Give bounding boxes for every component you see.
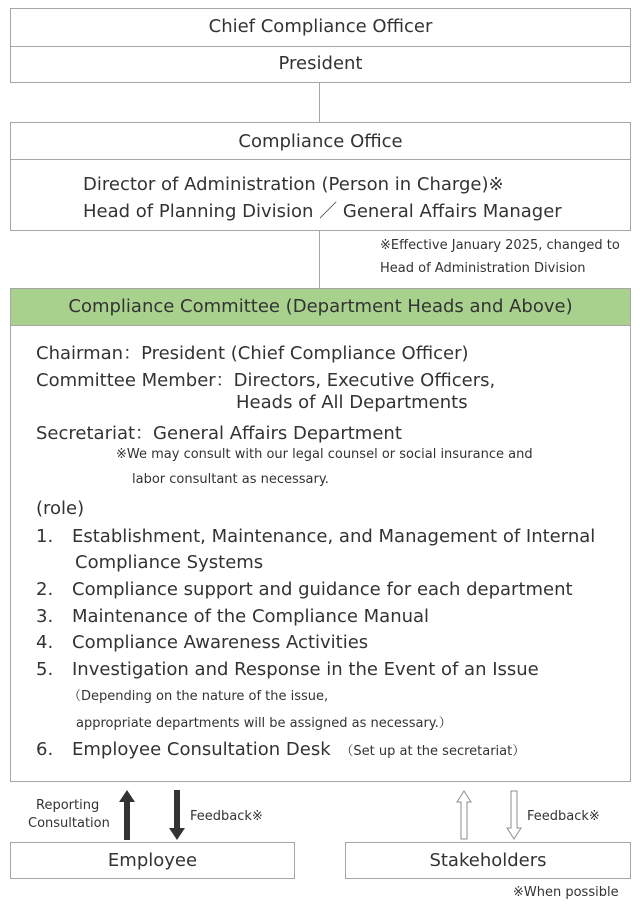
role-number: 5. [36,659,54,680]
stakeholders-label: Stakeholders [429,850,547,871]
up-outline-arrow-icon [455,790,473,840]
secretariat-line: Secretariat：General Affairs Department [36,423,402,444]
consult-note-1: ※We may consult with our legal counsel or social insurance and [116,447,533,462]
role-text: Establishment, Maintenance, and Management of Internal [72,526,596,547]
role-item-3 [36,606,429,627]
feedback-right-label: Feedback※ [527,809,600,824]
role-text: Compliance Awareness Activities [72,632,369,653]
office-divider [11,159,630,160]
connector-top [319,83,320,122]
role-number: 6. [36,739,54,760]
role-item-5 [36,659,539,680]
consult-note-2: labor consultant as necessary. [132,472,329,487]
member-line-1: Committee Member：Directors, Executive Officers, [36,370,496,391]
president-label: President [278,53,363,74]
role-item-1-cont: Compliance Systems [75,552,264,573]
connector-middle [319,231,320,288]
employee-box [10,842,295,879]
reporting-label: Reporting [36,798,100,813]
member-line-2: Heads of All Departments [236,392,468,413]
office-line-2: Head of Planning Division ／ General Affairs Manager [83,201,562,222]
role-5-note-1: （Depending on the nature of the issue, [68,689,329,704]
role-item-1 [36,526,595,547]
employee-label: Employee [107,850,198,871]
up-arrow-icon [118,790,136,840]
when-possible-note: ※When possible [513,885,619,900]
down-outline-arrow-icon [505,790,523,840]
role-number: 2. [36,579,54,600]
compliance-office-title: Compliance Office [238,131,403,152]
role-text: Compliance support and guidance for each department [72,579,573,600]
role-number: 3. [36,606,54,627]
office-line-1: Director of Administration (Person in Charge)※ [83,174,504,195]
compliance-office-box [10,122,631,231]
down-arrow-icon [168,790,186,840]
role-item-2 [36,579,573,600]
committee-title: Compliance Committee (Department Heads and Above) [68,296,573,317]
role-text: Employee Consultation Desk [72,739,331,760]
consultation-label: Consultation [28,816,110,831]
stakeholders-box [345,842,631,879]
role-number: 1. [36,526,54,547]
role-6-note: （Set up at the secretariat） [340,744,526,759]
chairman-line: Chairman：President (Chief Compliance Officer) [36,343,469,364]
role-text: Maintenance of the Compliance Manual [72,606,430,627]
role-item-6 [36,739,525,760]
role-item-4 [36,632,368,653]
role-number: 4. [36,632,54,653]
office-note-line-2: Head of Administration Division [380,261,586,276]
feedback-left-label: Feedback※ [190,809,263,824]
committee-header [11,289,630,326]
role-text: Investigation and Response in the Event of an Issue [72,659,539,680]
role-5-note-2: appropriate departments will be assigned as necessary.） [76,716,452,731]
cco-box [10,8,631,83]
office-note-line-1: ※Effective January 2025, changed to [380,238,620,253]
role-heading: (role) [36,498,85,519]
cco-label: Chief Compliance Officer [208,16,433,37]
cco-divider [11,46,630,47]
